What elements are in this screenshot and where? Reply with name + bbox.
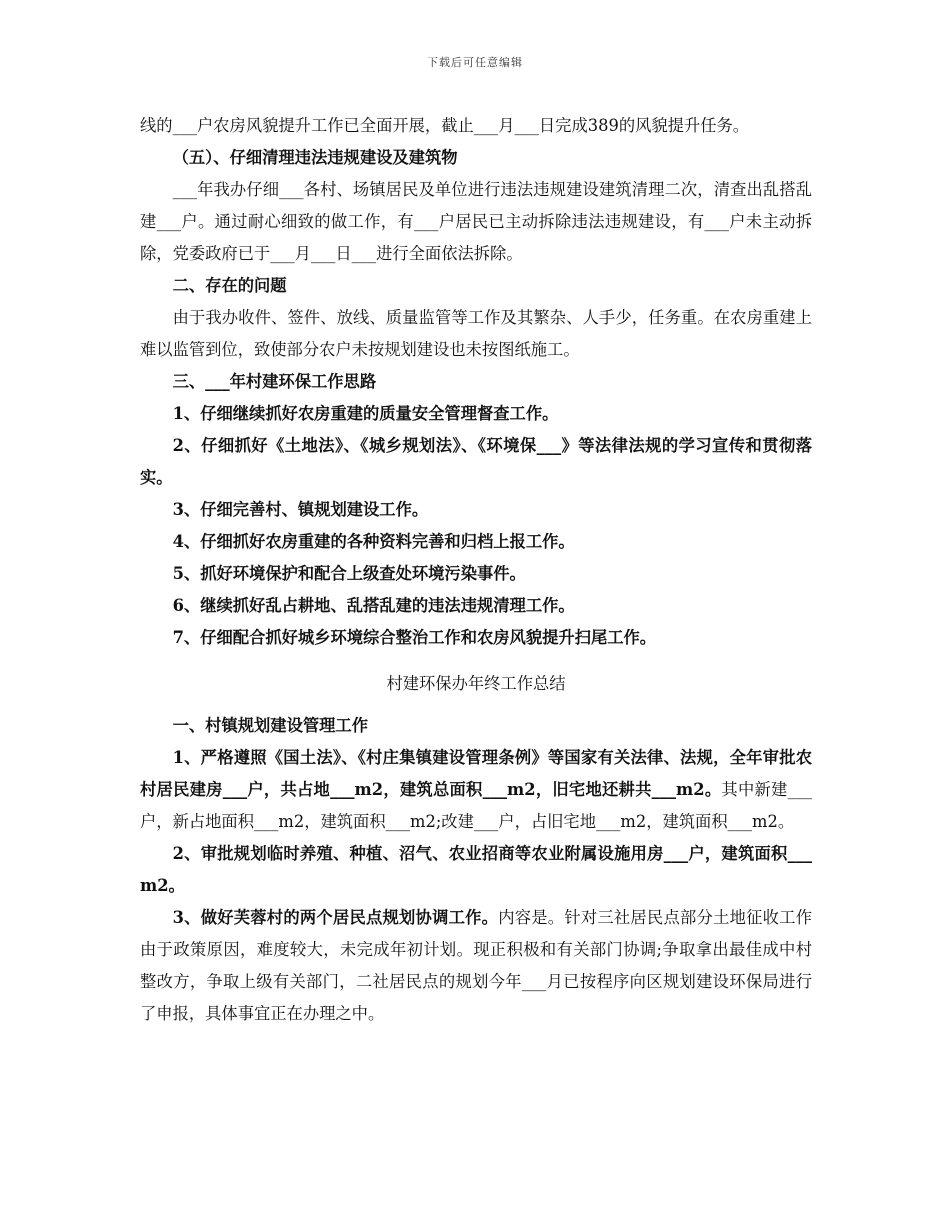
approval-bold-text: 1、严格遵照《国土法》、《村庄集镇建设管理条例》等国家有关法律、法规，全年审批农村居民建房___户，共占地___m2，建筑总面积___m2，旧宅地还耕共___m2。 xyxy=(140,748,812,799)
paragraph-illegal-construction: ___年我办仔细___各村、场镇居民及单位进行违法违规建设建筑清理二次，清查出乱搭乱建___户。通过耐心细致的做工作，有___户居民已主动拆除违法违规建设，有___户未主动拆除，党委政府已于___月___日___进行全面依法拆除。 xyxy=(140,180,812,263)
plan-item-4: 4、仔细抓好农房重建的各种资料完善和归档上报工作。 xyxy=(172,532,575,551)
plan-item-2: 2、仔细抓好《土地法》、《城乡规划法》、《环境保___》等法律法规的学习宣传和贯彻落实。 xyxy=(140,436,812,487)
section-heading-problems: 二、存在的问题 xyxy=(172,276,287,295)
paragraph-continuation: 线的___户农房风貌提升工作已全面开展，截止___月___日完成389的风貌提升任务。 xyxy=(140,116,750,135)
plan-item-5: 5、抓好环境保护和配合上级查处环境污染事件。 xyxy=(172,564,526,583)
paragraph-facility-approval: 2、审批规划临时养殖、种植、沼气、农业招商等农业附属设施用房___户，建筑面积___m2。 xyxy=(140,844,812,895)
plan-item-6: 6、继续抓好乱占耕地、乱搭乱建的违法违规清理工作。 xyxy=(172,596,575,615)
plan-item-7: 7、仔细配合抓好城乡环境综合整治工作和农房风貌提升扫尾工作。 xyxy=(172,628,657,647)
furong-bold-text: 3、做好芙蓉村的两个居民点规划协调工作。 xyxy=(172,908,499,927)
paragraph-problems: 由于我办收件、签件、放线、质量监管等工作及其繁杂、人手少，任务重。在农房重建上难以监管到位，致使部分农户未按规划建设也未按图纸施工。 xyxy=(140,308,812,359)
section-heading-five: （五）、仔细清理违法违规建设及建筑物 xyxy=(172,148,458,167)
page-header: 下载后可任意编辑 xyxy=(427,56,523,69)
paragraph-approval xyxy=(140,742,812,838)
section-heading-planning: 一、村镇规划建设管理工作 xyxy=(172,716,368,735)
plan-item-1: 1、仔细继续抓好农房重建的质量安全管理督查工作。 xyxy=(172,404,559,423)
document-body xyxy=(140,110,812,1030)
furong-normal-text: 内容是。针对三社居民点部分土地征收工作由于政策原因，难度较大，未完成年初计划。现正积极和有关部门协调;争取拿出最佳成中村整改方，争取上级有关部门，二社居民点的规划今年___月已按程序向区规划建设环保局进行了申报，具体事宜正在办理之中。 xyxy=(140,908,812,1023)
approval-normal-text: 其中新建___户，新占地面积___m2，建筑面积___m2;改建___户，占旧宅地___m2，建筑面积___m2。 xyxy=(140,780,812,831)
paragraph-furong-village xyxy=(140,902,812,1030)
document-subtitle: 村建环保办年终工作总结 xyxy=(386,674,566,693)
plan-item-3: 3、仔细完善村、镇规划建设工作。 xyxy=(172,500,429,519)
section-heading-plan: 三、___年村建环保工作思路 xyxy=(172,372,377,391)
